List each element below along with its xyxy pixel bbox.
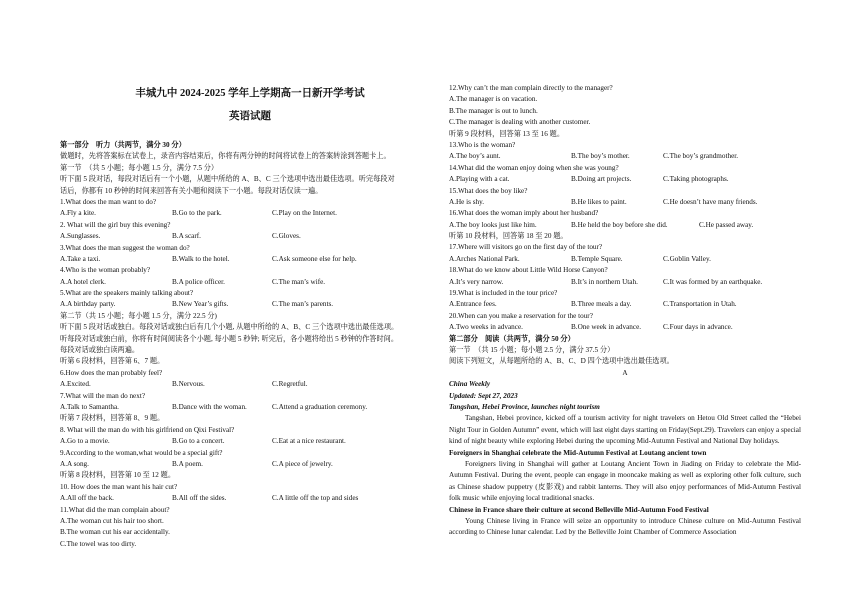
option-a[interactable]: A.He is shy. bbox=[449, 197, 485, 206]
question-4: 4.Who is the woman probably? bbox=[60, 266, 151, 275]
option-b[interactable]: B.One week in advance. bbox=[571, 323, 642, 332]
material-intro: 听第 6 段材料，回答第 6、7 题。 bbox=[60, 357, 165, 366]
option-b[interactable]: B.A police officer. bbox=[172, 277, 225, 286]
article-headline-1: Tangshan, Hebei Province, launches night tourism bbox=[449, 402, 600, 411]
option-a[interactable]: A.A birthday party. bbox=[60, 300, 116, 309]
option-b[interactable]: B.It’s in northern Utah. bbox=[571, 277, 638, 286]
options-7 bbox=[60, 402, 440, 413]
option-a[interactable]: A.The boy’s aunt. bbox=[449, 152, 501, 161]
passage-updated: Updated: Sept 27, 2023 bbox=[449, 391, 518, 400]
option-a[interactable]: A.Go to a movie. bbox=[60, 437, 110, 446]
options-1 bbox=[60, 208, 440, 219]
question-7: 7.What will the man do next? bbox=[60, 391, 146, 400]
question-3: 3.What does the man suggest the woman do? bbox=[60, 243, 190, 252]
option-a[interactable]: A.Sunglasses. bbox=[60, 232, 101, 241]
question-1: 1.What does the man want to do? bbox=[60, 197, 157, 206]
question-6: 6.How does the man probably feel? bbox=[60, 368, 163, 377]
option-a[interactable]: A.Entrance fees. bbox=[449, 300, 497, 309]
article-paragraph-1: Tangshan, Hebei province, kicked off a tourism activity for night travelers on Hetou Old Street called the “Hebei Night Tour in Golden Autumn” event, which will last eight days starting on Friday(Sept.29). Travelers can enjoy a special kind of night beauty while exploring Hebei during the upcoming Mid-Autumn Festival and National Day holidays. bbox=[449, 414, 801, 446]
question-8: 8. What will the man do with his girlfriend on Qixi Festival? bbox=[60, 425, 235, 434]
option-b[interactable]: B.New Year’s gifts. bbox=[172, 300, 229, 309]
question-9: 9.According to the woman,what would be a special gift? bbox=[60, 448, 223, 457]
question-5: 5.What are the speakers mainly talking about? bbox=[60, 289, 194, 298]
option-a[interactable]: A.The woman cut his hair too short. bbox=[60, 516, 164, 525]
article-headline-2: Foreigners in Shanghai celebrate the Mid-Autumn Festival at Loutang ancient town bbox=[449, 448, 707, 457]
option-b[interactable]: B.Dance with the woman. bbox=[172, 402, 247, 411]
option-c[interactable]: C.Regretful. bbox=[272, 380, 308, 389]
question-20: 20.When can you make a reservation for the tour? bbox=[449, 311, 593, 320]
option-a[interactable]: A.Excited. bbox=[60, 380, 91, 389]
material-intro: 听第 7 段材料，回答第 8、9 题。 bbox=[60, 414, 165, 423]
options-19 bbox=[449, 299, 801, 310]
option-c[interactable]: C.Transportation in Utah. bbox=[663, 300, 737, 309]
option-a[interactable]: A.A hotel clerk. bbox=[60, 277, 106, 286]
options-16 bbox=[449, 220, 801, 231]
passage-letter: A bbox=[622, 368, 628, 377]
option-c[interactable]: C.Ask someone else for help. bbox=[272, 254, 357, 263]
option-b[interactable]: B.A poem. bbox=[172, 459, 203, 468]
option-b[interactable]: B.Walk to the hotel. bbox=[172, 254, 230, 263]
listening-continued bbox=[449, 83, 801, 539]
option-c[interactable]: C.A little off the top and sides bbox=[272, 494, 359, 503]
options-9 bbox=[60, 459, 440, 470]
option-a[interactable]: A.It’s very narrow. bbox=[449, 277, 504, 286]
material-intro: 听第 8 段材料，回答第 10 至 12 题。 bbox=[60, 471, 176, 480]
options-13 bbox=[449, 151, 801, 162]
option-c[interactable]: C.Four days in advance. bbox=[663, 323, 733, 332]
section2-instructions: 听每段对话或独白前，你将有时间阅读各个小题, 每小题 5 秒钟; 听完后，各小题将给出 5 秒钟的作答时间。 bbox=[60, 334, 399, 343]
option-b[interactable]: B.Nervous. bbox=[172, 380, 205, 389]
reading-instructions: 阅读下列短文，从每题所给的 A、B、C、D 四个选项中选出最佳选项。 bbox=[449, 357, 674, 366]
options-2 bbox=[60, 231, 440, 242]
listening-section bbox=[60, 140, 440, 550]
option-a[interactable]: A.A song. bbox=[60, 459, 89, 468]
options-5 bbox=[60, 299, 440, 310]
option-c[interactable]: C.The manager is dealing with another customer. bbox=[449, 118, 591, 127]
option-b[interactable]: B.Go to the park. bbox=[172, 209, 222, 218]
option-b[interactable]: B.Doing art projects. bbox=[571, 175, 632, 184]
option-c[interactable]: C.He doesn’t have many friends. bbox=[663, 197, 758, 206]
option-c[interactable]: C.Goblin Valley. bbox=[663, 254, 711, 263]
option-c[interactable]: C.He passed away. bbox=[699, 220, 754, 229]
options-20 bbox=[449, 322, 801, 333]
option-a[interactable]: A.Two weeks in advance. bbox=[449, 323, 523, 332]
option-b[interactable]: B.He likes to paint. bbox=[571, 197, 627, 206]
option-a[interactable]: A.Arches National Park. bbox=[449, 254, 520, 263]
options-17 bbox=[449, 254, 801, 265]
option-c[interactable]: C.The towel was too dirty. bbox=[60, 539, 137, 548]
option-a[interactable]: A.The manager is on vacation. bbox=[449, 95, 538, 104]
option-b[interactable]: B.Temple Square. bbox=[571, 254, 623, 263]
section1-instructions: 听下面 5 段对话，每段对话后有一个小题，从题中所给的 A、B、C 三个选项中选出最佳选项。听完每段对 bbox=[60, 175, 395, 184]
question-14: 14.What did the woman enjoy doing when she was young? bbox=[449, 163, 619, 172]
option-b[interactable]: B.The manager is out to lunch. bbox=[449, 106, 538, 115]
article-paragraph-2: Foreigners living in Shanghai will gather at Loutang Ancient Town in Jiading on Friday to celebrate the Mid-Autumn Festival. During the event, people can engage in mooncake making as well as exploring other folk culture, such as Chinese shadow puppetry (皮影戏) and rabbit lanterns. They will also enjoy performances of Mid-Autumn Festival folk music while enjoying local traditional snacks. bbox=[449, 459, 801, 503]
question-12: 12.Why can’t the man complain directly to the manager? bbox=[449, 84, 613, 92]
section2-instructions: 每段对话或独白读两遍。 bbox=[60, 346, 140, 355]
options-6 bbox=[60, 379, 440, 390]
question-10: 10. How does the man want his hair cut? bbox=[60, 482, 178, 491]
options-8 bbox=[60, 436, 440, 447]
options-14 bbox=[449, 174, 801, 185]
option-b[interactable]: B.Go to a concert. bbox=[172, 437, 225, 446]
option-c[interactable]: C.The boy’s grandmother. bbox=[663, 152, 739, 161]
option-b[interactable]: B.He held the boy before she did. bbox=[571, 220, 668, 229]
options-18 bbox=[449, 277, 801, 288]
option-c[interactable]: C.It was formed by an earthquake. bbox=[663, 277, 763, 286]
section2-heading: 第二节（共 15 小题；每小题 1.5 分，满分 22.5 分) bbox=[60, 311, 217, 320]
option-a[interactable]: A.All off the back. bbox=[60, 494, 114, 503]
option-a[interactable]: A.Talk to Samantha. bbox=[60, 402, 119, 411]
exam-title: 丰城九中 2024-2025 学年上学期高一日新开学考试 bbox=[135, 88, 365, 99]
options-4 bbox=[60, 277, 440, 288]
option-c[interactable]: C.The man’s wife. bbox=[272, 277, 326, 286]
option-b[interactable]: B.All off the sides. bbox=[172, 494, 227, 503]
options-15 bbox=[449, 197, 801, 208]
reading-part-heading: 第二部分 阅读（共两节，满分 50 分） bbox=[449, 334, 575, 343]
material-intro: 听第 10 段材料，回答第 18 至 20 题。 bbox=[449, 232, 568, 241]
passage-source: China Weekly bbox=[449, 380, 491, 389]
option-c[interactable]: C.Eat at a nice restaurant. bbox=[272, 437, 346, 446]
question-2: 2. What will the girl buy this evening? bbox=[60, 220, 171, 229]
option-c[interactable]: C.The man’s parents. bbox=[272, 300, 334, 309]
section1-instructions: 话后，你都有 10 秒钟的时间来回答有关小题和阅读下一小题。每段对话仅读一遍。 bbox=[60, 186, 323, 195]
option-c[interactable]: C.Gloves. bbox=[272, 232, 301, 241]
question-18: 18.What do we know about Little Wild Horse Canyon? bbox=[449, 266, 608, 275]
question-15: 15.What does the boy like? bbox=[449, 186, 528, 195]
option-b[interactable]: B.A scarf. bbox=[172, 232, 201, 241]
section2-instructions: 听下面 5 段对话或独白。每段对话或独白后有几个小题, 从题中所给的 A、B、C 三个选项中选出最佳选项。 bbox=[60, 323, 399, 332]
material-intro: 听第 9 段材料，回答第 13 至 16 题。 bbox=[449, 129, 565, 138]
option-a[interactable]: A.Playing with a cat. bbox=[449, 175, 510, 184]
article-paragraph-3: Young Chinese living in France will seize an opportunity to introduce Chinese culture on Mid-Autumn Festival according to Chinese lunar calendar. Led by the Belleville Joint Chamber of Commerce Association bbox=[449, 516, 801, 537]
reading-section1-heading: 第一节 （共 15 小题；每小题 2.5 分，满分 37.5 分） bbox=[449, 345, 615, 354]
question-16: 16.What does the woman imply about her husband? bbox=[449, 209, 599, 218]
option-c[interactable]: C.Taking photographs. bbox=[663, 175, 729, 184]
question-11: 11.What did the man complain about? bbox=[60, 505, 170, 514]
listening-part-heading: 第一部分 听力（共两节，满分 30 分） bbox=[60, 141, 186, 149]
options-10 bbox=[60, 493, 440, 504]
option-c[interactable]: C.A piece of jewelry. bbox=[272, 459, 333, 468]
section1-heading: 第一节 （共 5 小题；每小题 1.5 分，满分 7.5 分） bbox=[60, 163, 219, 172]
question-13: 13.Who is the woman? bbox=[449, 140, 516, 149]
exam-subject: 英语试题 bbox=[229, 111, 271, 122]
question-19: 19.What is included in the tour price? bbox=[449, 289, 558, 298]
option-a[interactable]: A.Fly a kite. bbox=[60, 209, 96, 218]
article-headline-3: Chinese in France share their culture at second Belleville Mid-Autumn Food Festival bbox=[449, 505, 709, 514]
option-c[interactable]: C.Play on the Internet. bbox=[272, 209, 337, 218]
left-column bbox=[60, 0, 440, 548]
question-17: 17.Where will visitors go on the first day of the tour? bbox=[449, 243, 603, 252]
listening-instructions: 做题时，先将答案标在试卷上，录音内容结束后，你将有两分钟的时间将试卷上的答案转涂到答题卡上。 bbox=[60, 152, 391, 161]
option-b[interactable]: B.The woman cut his ear accidentally. bbox=[60, 528, 170, 537]
option-c[interactable]: C.Attend a graduation ceremony. bbox=[272, 402, 368, 411]
option-a[interactable]: A.Take a taxi. bbox=[60, 254, 101, 263]
options-3 bbox=[60, 254, 440, 265]
option-b[interactable]: B.Three meals a day. bbox=[571, 300, 632, 309]
option-a[interactable]: A.The boy looks just like him. bbox=[449, 220, 537, 229]
option-b[interactable]: B.The boy’s mother. bbox=[571, 152, 630, 161]
